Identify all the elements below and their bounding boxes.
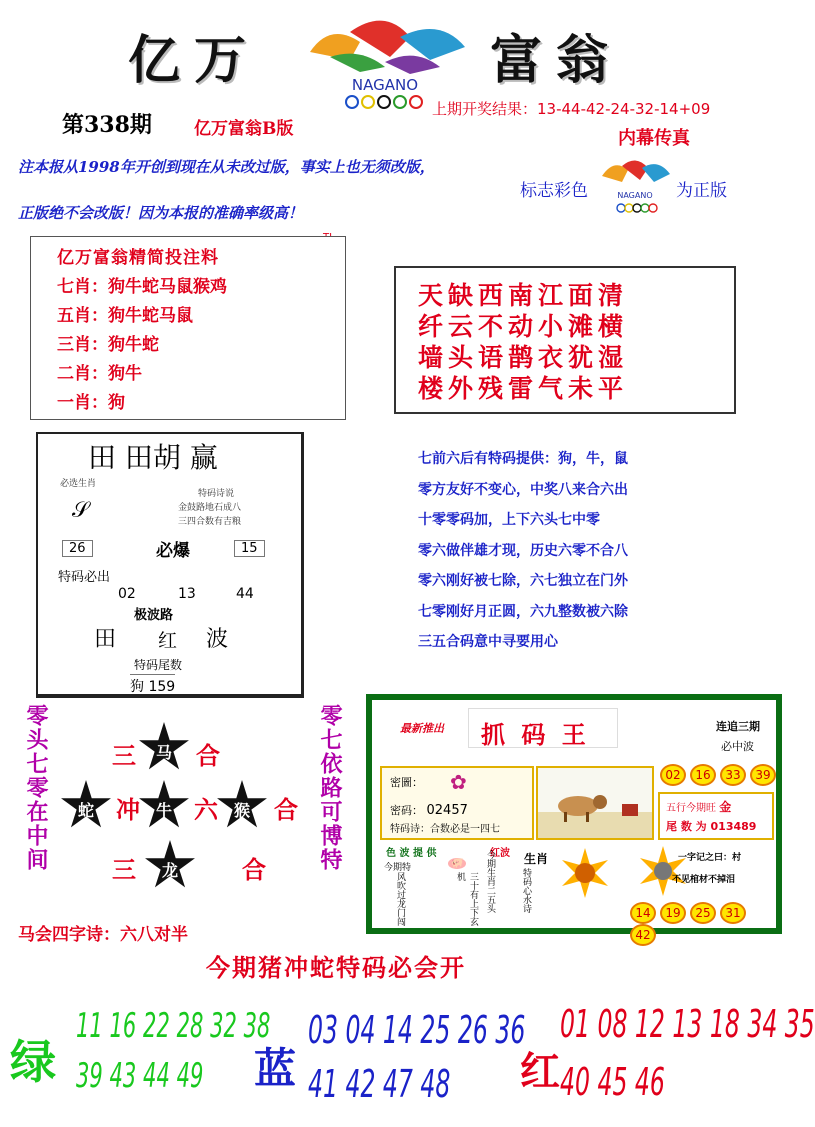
star-char: 三 (112, 855, 136, 884)
ball: 31 (720, 902, 746, 924)
poem-line: 天缺西南江面清 (418, 281, 629, 310)
card-pw-code (390, 802, 468, 818)
card-ox-image (536, 766, 654, 840)
green-row2: 39 43 44 49 (76, 1056, 204, 1096)
scan-head: 田 田胡 赢 (88, 441, 218, 474)
tip-line: 十零零码加，上下六头七中零 (418, 512, 600, 528)
ball: 19 (660, 902, 686, 924)
tip-line: 三五合码意中寻要用心 (418, 634, 558, 650)
tip-line: 零六刚好被七除，六七独立在门外 (418, 573, 628, 589)
scan-num-0: 02 (118, 586, 136, 602)
card-balls-bottom (630, 902, 776, 946)
tip-line: 零方友好不变心，中奖八来合六出 (418, 481, 628, 498)
card-tiger-icon (560, 848, 610, 898)
scan-dog-num: 159 (148, 679, 176, 695)
right-vertical-text: 零七依路可博特 (317, 704, 343, 872)
tip-line: 七零刚好月正圆，六九整数被六除 (418, 603, 628, 620)
card-password-box (380, 766, 534, 840)
picks-row: 二肖：狗牛 (57, 364, 142, 384)
card-wuxing-value: 金 (719, 800, 732, 814)
last-result-numbers: 13-44-42-24-32-14+09 (537, 100, 711, 118)
logo-text: NAGANO (351, 76, 419, 94)
notice-line2: 正版绝不会改版！因为本报的准确率级高！ (18, 204, 304, 222)
star-label: 蛇 (77, 801, 94, 820)
picks-title: 亿万富翁精简投注料 (57, 248, 219, 268)
issue-number: 第338期 (62, 112, 152, 138)
poem-line: 墙头语鹊衣犹湿 (418, 343, 629, 372)
card-poem-label: 特码诗： (390, 824, 430, 835)
blue-row2: 41 42 47 48 (308, 1062, 451, 1106)
scan-right-note2: 金鼓路地石成八 (178, 503, 242, 513)
star-char: 合 (274, 795, 298, 824)
ball: 02 (660, 764, 686, 786)
nagano-logo (290, 12, 480, 110)
star-label: 牛 (155, 801, 172, 820)
card-col3: 今期生肖二五头 (485, 850, 495, 913)
blue-label: 蓝 (254, 1044, 297, 1093)
picks-row: 五肖：狗牛蛇马鼠 (57, 306, 193, 326)
card-tail-value: 013489 (710, 820, 757, 833)
ball: 16 (690, 764, 716, 786)
card-pw-icon: ✿ (450, 770, 467, 794)
card-wuxing (666, 798, 731, 815)
ball: 33 (720, 764, 746, 786)
scan-right-note1: 特码诗说 (198, 489, 235, 499)
scan-right-note3: 三四合数有吉粮 (178, 517, 242, 527)
card-pw-label: 密圖： (390, 776, 423, 789)
poem-lines (418, 280, 628, 404)
card-tag: 最新推出 (400, 722, 444, 735)
slogan: 今期猪冲蛇特码必会开 (206, 953, 466, 982)
card-tail-label: 尾 数 为 (666, 820, 707, 833)
red-label: 红 (520, 1048, 560, 1095)
scan-num-left: 26 (62, 540, 93, 557)
card-col2: 三十有上下玄机 (455, 872, 478, 926)
left-vertical-text: 零头七零在中间 (23, 704, 49, 872)
ball: 14 (630, 902, 656, 924)
scan-num-right: 15 (234, 540, 265, 557)
card-wuxing-box (658, 792, 774, 840)
title-right: 富翁 (490, 30, 623, 91)
ball: 25 (690, 902, 716, 924)
star-char: 六 (194, 795, 218, 824)
poem-line: 楼外残雷气未平 (418, 374, 629, 403)
card-note1: 一字记之曰：村 (678, 853, 742, 863)
tips-list (418, 444, 628, 658)
card (366, 694, 782, 942)
card-wuxing-label: 五行今期旺 (666, 803, 716, 814)
logo-note-left: 标志彩色 (520, 181, 588, 201)
picks-box (30, 236, 346, 420)
card-sx2: 特码心水诗 (521, 868, 531, 913)
star-char: 冲 (116, 795, 140, 824)
picks-row: 一肖：狗 (57, 393, 125, 413)
scan-num-2: 44 (236, 586, 254, 602)
small-logo (596, 154, 674, 216)
poem-line: 纤云不动小滩横 (418, 312, 629, 341)
edition-label: 亿万富翁B版 (194, 119, 294, 139)
scan-wave-r: 波 (206, 627, 229, 652)
card-title: 抓 码 王 (481, 720, 590, 749)
card-three: 连追三期 (716, 720, 760, 733)
title-left: 亿万 (128, 30, 261, 91)
scan-tema: 特码必出 (58, 570, 111, 585)
star-char: 合 (196, 741, 220, 770)
card-col1-head: 今期特 (384, 863, 412, 873)
star-label: 马 (155, 743, 172, 762)
scan-left-note: 必选生肖 (60, 479, 97, 489)
last-result-label: 上期开奖结果： (432, 100, 538, 118)
card-sx: 生肖 (524, 852, 549, 866)
scan-box (36, 432, 304, 698)
scan-squiggle-icon: 𝒮 (72, 498, 90, 523)
green-row1: 11 16 22 28 32 38 (76, 1006, 271, 1046)
picks-list (57, 273, 227, 418)
scan-wave-l: 田 (94, 627, 117, 652)
card-pw-code-value: 02457 (426, 803, 468, 818)
scan-road: 极波路 (134, 608, 174, 623)
star-label: 龙 (161, 861, 178, 880)
green-label: 绿 (10, 1035, 56, 1089)
blue-row1: 03 04 14 25 26 36 (308, 1008, 526, 1052)
ball: 39 (750, 764, 776, 786)
ball: 42 (630, 924, 656, 946)
card-title-box (468, 708, 618, 748)
scan-num-1: 13 (178, 586, 196, 602)
scan-bao: 必爆 (156, 541, 190, 561)
card-pw-code-label: 密码： (390, 804, 423, 817)
card-color-value: 红波 (490, 848, 510, 859)
last-result (432, 98, 710, 119)
scan-wave-m: 红 (158, 630, 178, 652)
tip-line: 零六做伴雄才现，历史六零不合八 (418, 542, 628, 559)
fax-label: 内幕传真 (618, 128, 690, 149)
scan-dog (130, 674, 175, 696)
star-char: 三 (112, 741, 136, 770)
tip-line: 七前六后有特码提供：狗，牛，鼠 (418, 451, 628, 467)
scan-dog-label: 狗 (130, 679, 144, 695)
star-label: 猴 (233, 801, 250, 820)
card-poem (390, 820, 500, 835)
star-char: 合 (242, 855, 266, 884)
card-balls-top (660, 764, 782, 792)
card-pig-icon: 🐖 (448, 858, 466, 869)
small-logo-text: NAGANO (617, 191, 653, 200)
card-color-label: 色 波 提 供 (386, 848, 437, 859)
red-row2: 40 45 46 (560, 1060, 665, 1104)
scan-tail: 特码尾数 (134, 658, 183, 672)
card-poem-text: 合数必是一四七 (430, 824, 500, 835)
poem-box (394, 266, 736, 414)
red-row1: 01 08 12 13 18 34 35 (560, 1002, 815, 1046)
card-tail (666, 818, 756, 834)
card-col1: 风吹过龙门闯 (395, 872, 405, 926)
card-note2: 不见棺材不掉泪 (672, 875, 736, 885)
logo-note-right: 为正版 (676, 181, 727, 201)
picks-row: 三肖：狗牛蛇 (57, 335, 159, 355)
notice-line1: 注本报从1998年开创到现在从未改过版，事实上也无须改版， (18, 158, 435, 176)
picks-row: 七肖：狗牛蛇马鼠猴鸡 (57, 277, 227, 297)
four-word-poem: 马会四字诗：六八对半 (18, 925, 188, 945)
card-bo: 必中波 (721, 740, 754, 753)
